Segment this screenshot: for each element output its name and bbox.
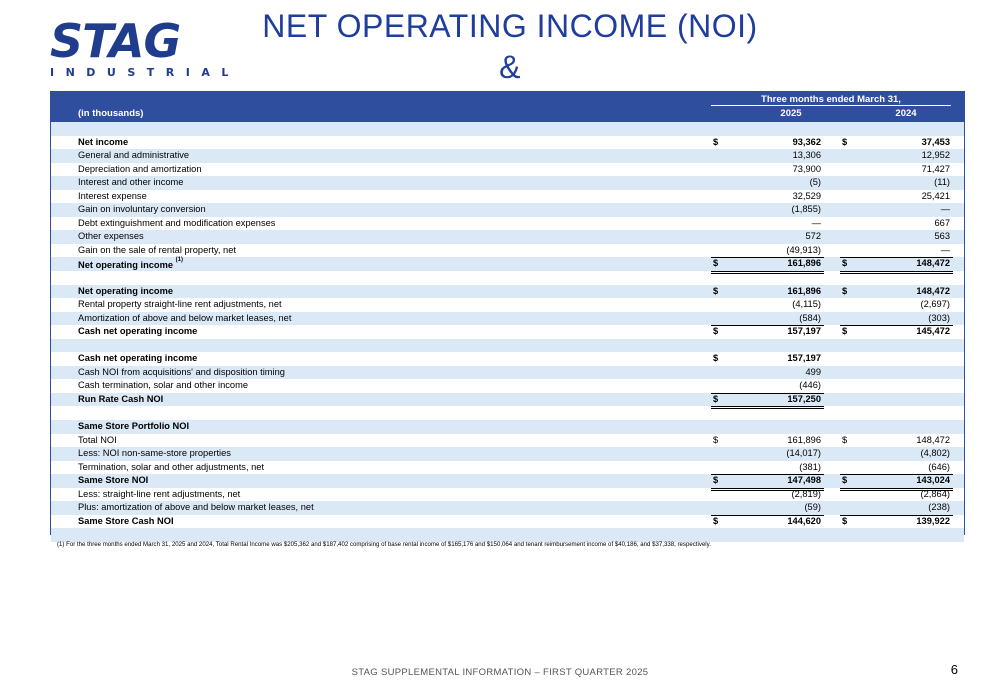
logo-wordmark: STAG [50, 14, 181, 68]
table-row [51, 217, 964, 231]
value-2025: 13,306 [792, 150, 821, 161]
row-label: Debt extinguishment and modification expenses [78, 217, 276, 228]
row-label: Cash net operating income [78, 326, 198, 337]
row-label: Less: NOI non-same-store properties [78, 448, 231, 459]
row-label: Gain on involuntary conversion [78, 204, 206, 215]
table-row [51, 515, 964, 529]
table-row [51, 528, 964, 542]
row-label: Net operating income $^{(1)}$ [78, 257, 183, 271]
value-2024: — [940, 244, 950, 255]
row-label: Rental property straight-line rent adjustments, net [78, 299, 282, 310]
row-label: Termination, solar and other adjustments, net [78, 461, 265, 472]
value-2024: 145,472 [916, 326, 950, 337]
table-row [51, 163, 964, 177]
units-label: (in thousands) [78, 108, 144, 119]
currency-2024: $ [842, 136, 848, 147]
table-row [51, 474, 964, 488]
currency-2025: $ [713, 393, 719, 404]
value-2024: (11) [934, 177, 950, 188]
value-2025: (1,855) [791, 204, 821, 215]
currency-2025: $ [713, 434, 719, 445]
table-row [51, 203, 964, 217]
row-label: Same Store Cash NOI [78, 515, 174, 526]
row-label: Other expenses [78, 231, 144, 242]
row-label: Gain on the sale of rental property, net [78, 244, 236, 255]
value-2024: (238) [928, 502, 950, 513]
currency-2024: $ [842, 475, 848, 486]
row-label: Cash NOI from acquisitions' and disposition timing [78, 366, 285, 377]
row-label: Amortization of above and below market leases, net [78, 312, 292, 323]
value-2024: (2,697) [920, 299, 950, 310]
row-label: Depreciation and amortization [78, 163, 202, 174]
value-2025: 499 [805, 366, 821, 377]
row-label: Interest expense [78, 190, 147, 201]
table-header [51, 92, 964, 122]
year-2024-header: 2024 [895, 108, 917, 119]
value-2025: (2,819) [791, 488, 821, 499]
table-row [51, 393, 964, 407]
table-row [51, 149, 964, 163]
value-2024: 563 [934, 231, 950, 242]
row-label: Total NOI [78, 434, 117, 445]
table-row [51, 488, 964, 502]
row-label: Net income [78, 136, 129, 147]
row-label: Cash net operating income [78, 353, 198, 364]
currency-2024: $ [842, 326, 848, 337]
value-2025: (49,913) [786, 244, 821, 255]
row-label: Interest and other income [78, 177, 184, 188]
table-row [51, 122, 964, 136]
value-2025: 147,498 [787, 475, 821, 486]
value-2024: (4,802) [920, 448, 950, 459]
value-2024: 148,472 [916, 285, 950, 296]
value-2025: 144,620 [787, 515, 821, 526]
value-2025: (584) [799, 312, 821, 323]
value-2025: (5) [809, 177, 821, 188]
currency-2024: $ [842, 515, 848, 526]
table-row [51, 352, 964, 366]
row-label: Run Rate Cash NOI [78, 393, 164, 404]
table-row [51, 325, 964, 339]
value-2025: 572 [805, 231, 821, 242]
table-row [51, 312, 964, 326]
value-2024: 71,427 [921, 163, 950, 174]
page-footer: STAG SUPPLEMENTAL INFORMATION – FIRST QUARTER 2025 [351, 667, 649, 678]
table-row [51, 406, 964, 420]
row-label: Net operating income [78, 285, 174, 296]
currency-2025: $ [713, 258, 719, 269]
value-2024: 143,024 [916, 475, 950, 486]
value-2024: 139,922 [916, 515, 950, 526]
value-2024: 25,421 [921, 190, 950, 201]
table-row [51, 176, 964, 190]
value-2025: — [811, 217, 821, 228]
value-2024: 37,453 [921, 136, 950, 147]
page-number: 6 [950, 662, 958, 677]
value-2025: (14,017) [786, 448, 821, 459]
value-2025: 161,896 [787, 258, 821, 269]
row-label: Cash termination, solar and other income [78, 380, 249, 391]
value-2024: (646) [928, 461, 950, 472]
row-label: Same Store NOI [78, 475, 149, 486]
currency-2024: $ [842, 434, 848, 445]
period-header: Three months ended March 31, [761, 94, 901, 105]
row-label: Less: straight-line rent adjustments, net [78, 488, 241, 499]
table-row [51, 298, 964, 312]
row-label: Plus: amortization of above and below market leases, net [78, 502, 314, 513]
noi-table [50, 91, 965, 535]
currency-2024: $ [842, 258, 848, 269]
table-row [51, 339, 964, 353]
table-row [51, 434, 964, 448]
table-row [51, 461, 964, 475]
table-row [51, 447, 964, 461]
currency-2025: $ [713, 353, 719, 364]
row-label: General and administrative [78, 150, 190, 161]
year-2025-header: 2025 [780, 108, 802, 119]
table-row [51, 257, 964, 271]
value-2025: 93,362 [792, 136, 821, 147]
table-row [51, 285, 964, 299]
table-row [51, 379, 964, 393]
value-2024: 667 [934, 217, 950, 228]
currency-2025: $ [713, 285, 719, 296]
table-row [51, 190, 964, 204]
value-2025: (446) [799, 380, 821, 391]
value-2025: 161,896 [787, 434, 821, 445]
value-2025: (4,115) [792, 299, 821, 310]
row-label: Same Store Portfolio NOI [78, 421, 190, 432]
value-2024: 12,952 [921, 150, 950, 161]
value-2025: 157,250 [787, 393, 821, 404]
currency-2025: $ [713, 136, 719, 147]
period-underline [711, 105, 951, 106]
value-2025: 32,529 [792, 190, 821, 201]
currency-2024: $ [842, 285, 848, 296]
value-2025: 157,197 [787, 353, 821, 364]
logo-subtitle: INDUSTRIAL [50, 66, 240, 79]
page-title-line1: NET OPERATING INCOME (NOI) & [262, 8, 758, 85]
table-body [51, 122, 964, 542]
value-2025: (381) [799, 461, 821, 472]
table-row [51, 420, 964, 434]
table-row [51, 244, 964, 258]
company-logo [50, 14, 240, 79]
table-row [51, 230, 964, 244]
value-2024: (2,864) [920, 488, 950, 499]
currency-2025: $ [713, 326, 719, 337]
footnote-marker: (1) [175, 257, 183, 264]
value-2024: 148,472 [916, 258, 950, 269]
footnote: (1) For the three months ended March 31, 2025 and 2024, Total Rental Income was $205,362 and $187,402 comprising of base rental income of $165,176 and $150,064 and tenant reimbursement income of $40,186, and $37,338, respectively. [57, 541, 711, 548]
value-2025: 73,900 [792, 163, 821, 174]
table-row [51, 501, 964, 515]
table-row [51, 366, 964, 380]
currency-2025: $ [713, 475, 719, 486]
currency-2025: $ [713, 515, 719, 526]
value-2024: 148,472 [916, 434, 950, 445]
table-row [51, 136, 964, 150]
value-2024: (303) [928, 312, 950, 323]
table-row [51, 271, 964, 285]
value-2025: 161,896 [787, 285, 821, 296]
value-2024: — [940, 204, 950, 215]
value-2025: 157,197 [787, 326, 821, 337]
value-2025: (59) [804, 502, 821, 513]
